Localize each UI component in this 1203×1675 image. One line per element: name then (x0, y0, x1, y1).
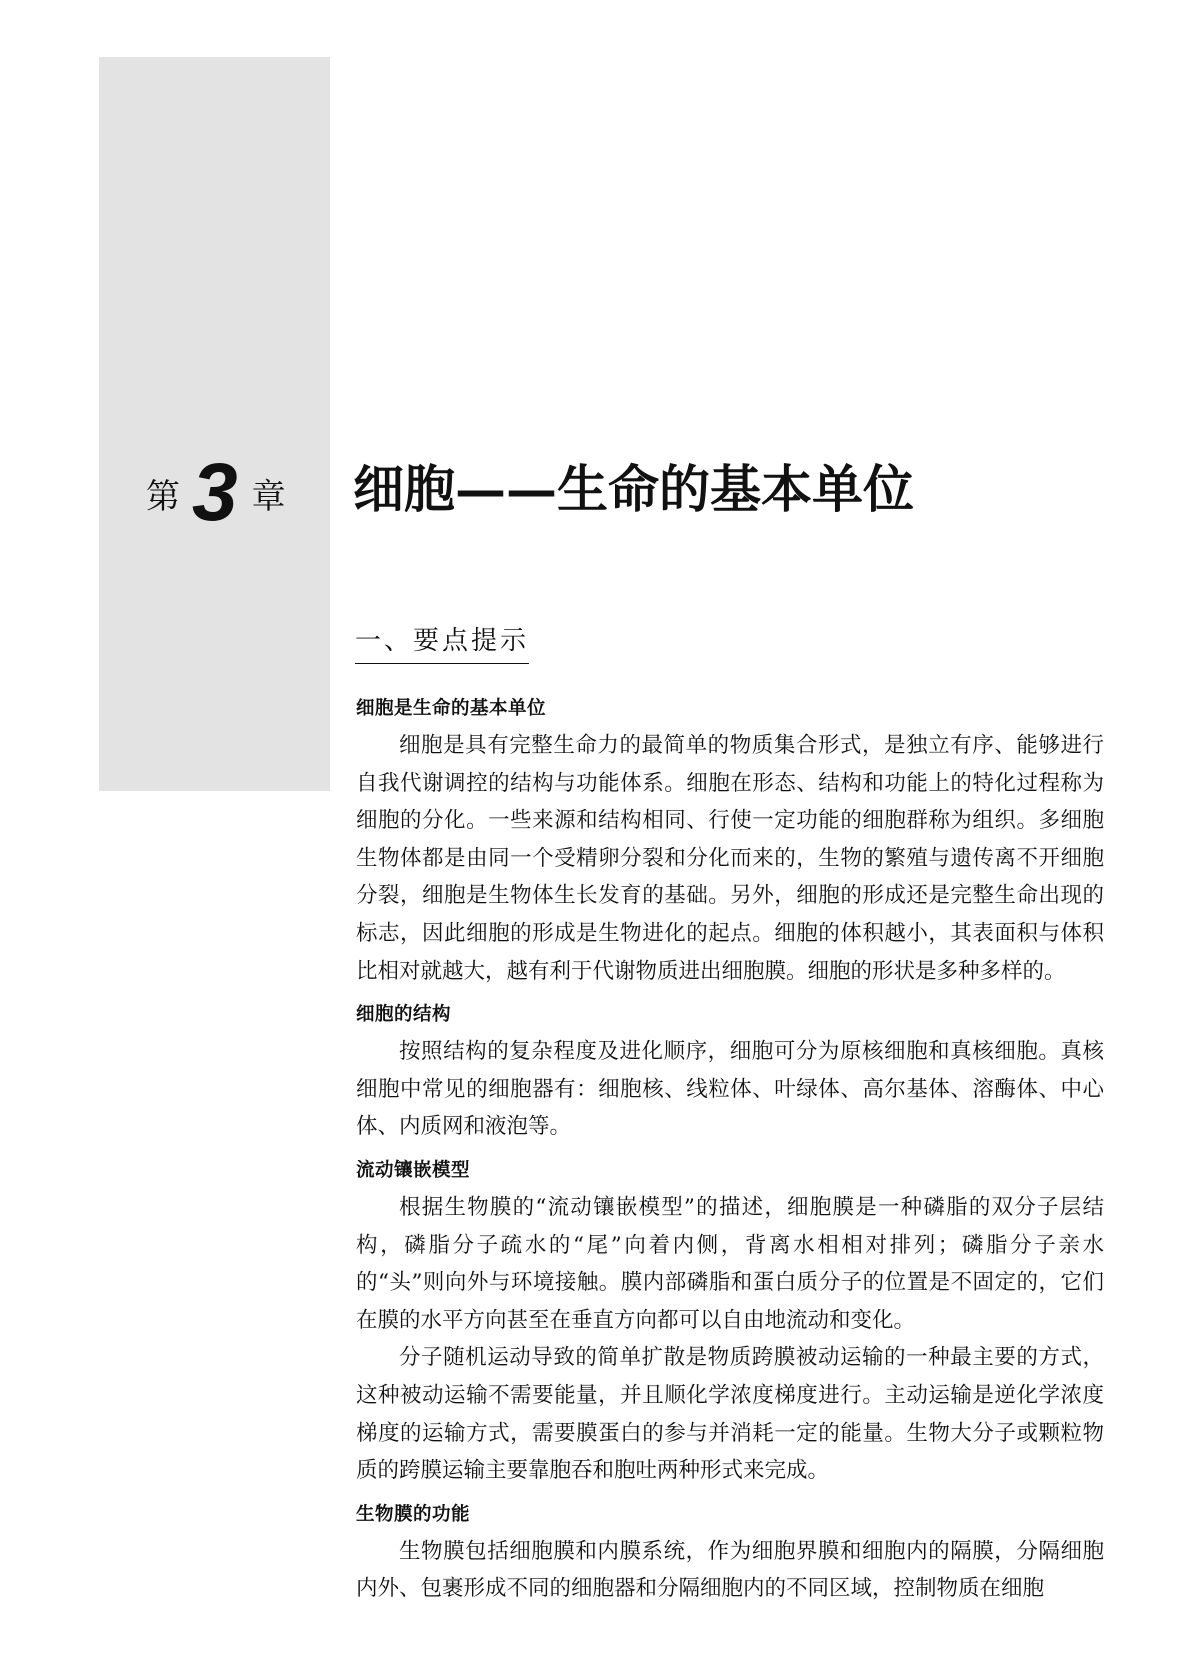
content-block-fluid-mosaic-model (356, 1152, 1104, 1490)
paragraph: 细胞是具有完整生命力的最简单的物质集合形式，是独立有序、能够进行自我代谢调控的结构与功能体系。细胞在形态、结构和功能上的特化过程称为细胞的分化。一些来源和结构相同、行使一定功能的细胞群称为组织。多细胞生物体都是由同一个受精卵分裂和分化而来的，生物的繁殖与遗传离不开细胞分裂，细胞是生物体生长发育的基础。另外，细胞的形成还是完整生命出现的标志，因此细胞的形成是生物进化的起点。细胞的体积越小，其表面积与体积比相对就越大，越有利于代谢物质进出细胞膜。细胞的形状是多种多样的。 (356, 733, 1104, 984)
section-heading: 一、要点提示 (355, 621, 529, 664)
sub-heading: 细胞是生命的基本单位 (356, 698, 547, 719)
chapter-number: 3 (192, 447, 238, 538)
chapter-prefix: 第 (146, 476, 180, 517)
content-block-cell-structure (356, 996, 1104, 1146)
sub-heading: 细胞的结构 (356, 1004, 452, 1026)
paragraph: 根据生物膜的“流动镶嵌模型”的描述，细胞膜是一种磷脂的双分子层结构，磷脂分子疏水的“尾”向着内侧，背离水相相对排列；磷脂分子亲水的“头”则向外与环境接触。膜内部磷脂和蛋白质分子的位置是不固定的，它们在膜的水平方向甚至在垂直方向都可以自由地流动和变化。 (356, 1194, 1104, 1333)
chapter-content (356, 690, 1104, 1608)
chapter-suffix: 章 (251, 476, 286, 517)
sub-heading: 流动镶嵌模型 (356, 1159, 471, 1181)
chapter-number-label (146, 448, 286, 538)
content-block-biomembrane-function (356, 1496, 1104, 1608)
content-block-cell-basic-unit (356, 690, 1104, 990)
paragraph: 分子随机运动导致的简单扩散是物质跨膜被动运输的一种最主要的方式，这种被动运输不需要能量，并且顺化学浓度梯度进行。主动运输是逆化学浓度梯度的运输方式，需要膜蛋白的参与并消耗一定的能量。生物大分子或颗粒物质的跨膜运输主要靠胞吞和胞吐两种形式来完成。 (356, 1345, 1104, 1484)
paragraph: 按照结构的复杂程度及进化顺序，细胞可分为原核细胞和真核细胞。真核细胞中常见的细胞器有：细胞核、线粒体、叶绿体、高尔基体、溶酶体、中心体、内质网和液泡等。 (356, 1039, 1104, 1140)
chapter-sidebar-block (99, 57, 330, 791)
chapter-title: 细胞——生命的基本单位 (353, 460, 915, 520)
sub-heading: 生物膜的功能 (356, 1503, 471, 1525)
paragraph: 生物膜包括细胞膜和内膜系统，作为细胞界膜和细胞内的隔膜，分隔细胞内外、包裹形成不同的细胞器和分隔细胞内的不同区域，控制物质在细胞 (356, 1538, 1104, 1602)
